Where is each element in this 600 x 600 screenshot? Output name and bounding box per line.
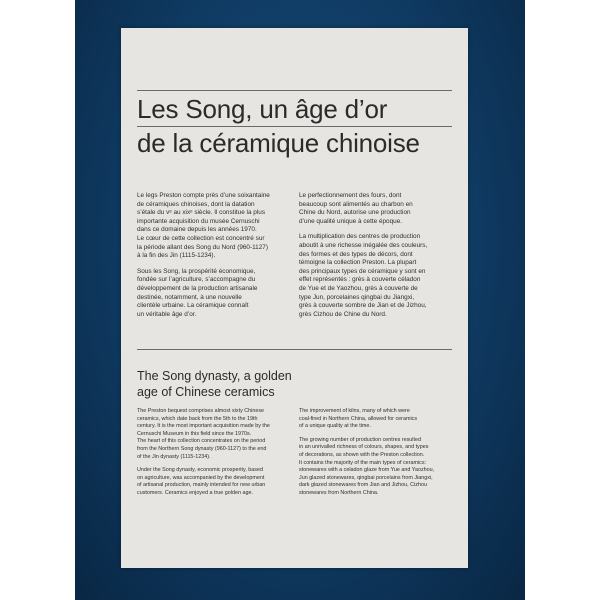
text-line: from the Northern Song dynasty (960-1127) to the end — [137, 445, 267, 452]
french-title-line-2: de la céramique chinoise — [137, 128, 420, 158]
text-line: la période allant des Song du Nord (960-1127) — [137, 243, 268, 251]
text-line: It contains the majority of the main types of ceramics: — [299, 459, 427, 466]
french-left-paragraph-2 — [137, 268, 287, 320]
text-line: clientèle urbaine. La céramique connaît — [137, 302, 249, 310]
text-line: Le perfectionnement des fours, dont — [299, 192, 402, 199]
english-left-paragraph-1 — [137, 408, 287, 461]
english-right-paragraph-2 — [299, 437, 449, 498]
french-right-paragraph-1 — [299, 192, 451, 226]
text-line: s’étale du vᵉ au xixᵉ siècle. Il constitue la plus — [137, 209, 266, 217]
text-line: century. It is the most important acquisition made by the — [137, 423, 270, 430]
text-line: Le cœur de cette collection est concentré sur — [137, 234, 265, 242]
text-line: The growing number of production centres resulted — [299, 436, 421, 443]
text-line: un véritable âge d’or. — [137, 310, 197, 318]
text-line: effet représentés : grès à couverte céladon — [299, 276, 421, 284]
french-left-paragraph-1 — [137, 192, 287, 261]
text-line: Le legs Preston compte près d’une soixantaine — [137, 192, 270, 199]
text-line: destinée, notamment, à une nouvelle — [137, 293, 242, 301]
text-line: ceramics, which date back from the 5th to the 19th — [137, 415, 258, 422]
text-line: stonewares with a celadon glaze from Yue and Yaozhou, — [299, 467, 435, 474]
text-line: Cernuschi Museum in this field since the 1970s. — [137, 430, 252, 437]
text-line: des formes et des types de décors, dont — [299, 250, 413, 258]
text-line: Chine du Nord, autorise une production — [299, 209, 411, 217]
text-line: stonewares from Northern China. — [299, 489, 379, 496]
text-line: développement de la production artisanale — [137, 284, 258, 292]
text-line: aboutit à une richesse inégalée des couleurs, — [299, 241, 428, 249]
text-line: of decorations, as shown with the Preston collection. — [299, 451, 425, 458]
section-divider — [137, 349, 452, 350]
text-line: des principaux types de céramique y sont en — [299, 267, 426, 275]
text-line: coal-fired in Northern China, allowed for ceramics — [299, 415, 418, 422]
text-line: of artisanal production, mainly intended for new urban — [137, 482, 266, 489]
top-rule — [137, 90, 452, 91]
text-line: grès Cizhou de Chine du Nord. — [299, 310, 387, 318]
text-line: of a unique quality at the time. — [299, 423, 371, 430]
text-line: de Yue et de Yaozhou, grès à couverte de — [299, 284, 418, 292]
text-line: dark glazed stonewares from Jian and Jizhou, Cizhou — [299, 482, 427, 489]
text-line: The improvement of kilns, many of which were — [299, 408, 410, 414]
english-left-paragraph-2 — [137, 467, 287, 497]
title-rule — [137, 126, 452, 127]
text-line: Under the Song dynasty, economic prosperity, based — [137, 467, 263, 474]
english-right-column — [299, 408, 449, 504]
text-line: de céramiques chinoises, dont la datation — [137, 200, 255, 208]
text-line: in an unrivalled richness of colours, shapes, and types — [299, 444, 429, 451]
text-line: importante acquisition du musée Cernuschi — [137, 217, 260, 225]
text-line: dans ce domaine depuis les années 1970. — [137, 226, 257, 234]
english-left-column — [137, 408, 287, 504]
text-line: Jun glazed stonewares, qingbai porcelains from Jiangxi, — [299, 474, 433, 481]
text-line: fondée sur l’agriculture, s’accompagne du — [137, 276, 256, 284]
text-line: The heart of this collection concentrates on the period — [137, 438, 266, 445]
text-line: témoigne la collection Preston. La plupart — [299, 259, 417, 267]
french-right-column — [299, 192, 451, 326]
text-line: on agriculture, was accompanied by the development — [137, 474, 265, 481]
text-line: beaucoup sont alimentés au charbon en — [299, 200, 413, 208]
text-line: customers. Ceramics enjoyed a true golden age. — [137, 489, 253, 496]
text-line: à la fin des Jin (1115-1234). — [137, 252, 216, 260]
text-line: d’une qualité unique à cette époque. — [299, 217, 403, 225]
english-title-line-2: age of Chinese ceramics — [137, 385, 275, 399]
english-right-paragraph-1 — [299, 408, 449, 431]
exhibition-panel — [121, 28, 468, 568]
french-title-line-1: Les Song, un âge d’or — [137, 94, 388, 124]
text-line: La multiplication des centres de production — [299, 233, 421, 241]
french-left-column — [137, 192, 287, 326]
text-line: type Jun, porcelaines qingbai du Jiangxi, — [299, 293, 415, 301]
text-line: of the Jin dynasty (1115-1234). — [137, 453, 211, 460]
english-title-line-1: The Song dynasty, a golden — [137, 369, 292, 383]
text-line: The Preston bequest comprises almost sixty Chinese — [137, 408, 265, 414]
french-right-paragraph-2 — [299, 233, 451, 319]
english-title — [137, 368, 377, 400]
text-line: grès à couverte sombre de Jian et de Jizhou, — [299, 302, 427, 310]
text-line: Sous les Song, la prospérité économique, — [137, 267, 256, 275]
